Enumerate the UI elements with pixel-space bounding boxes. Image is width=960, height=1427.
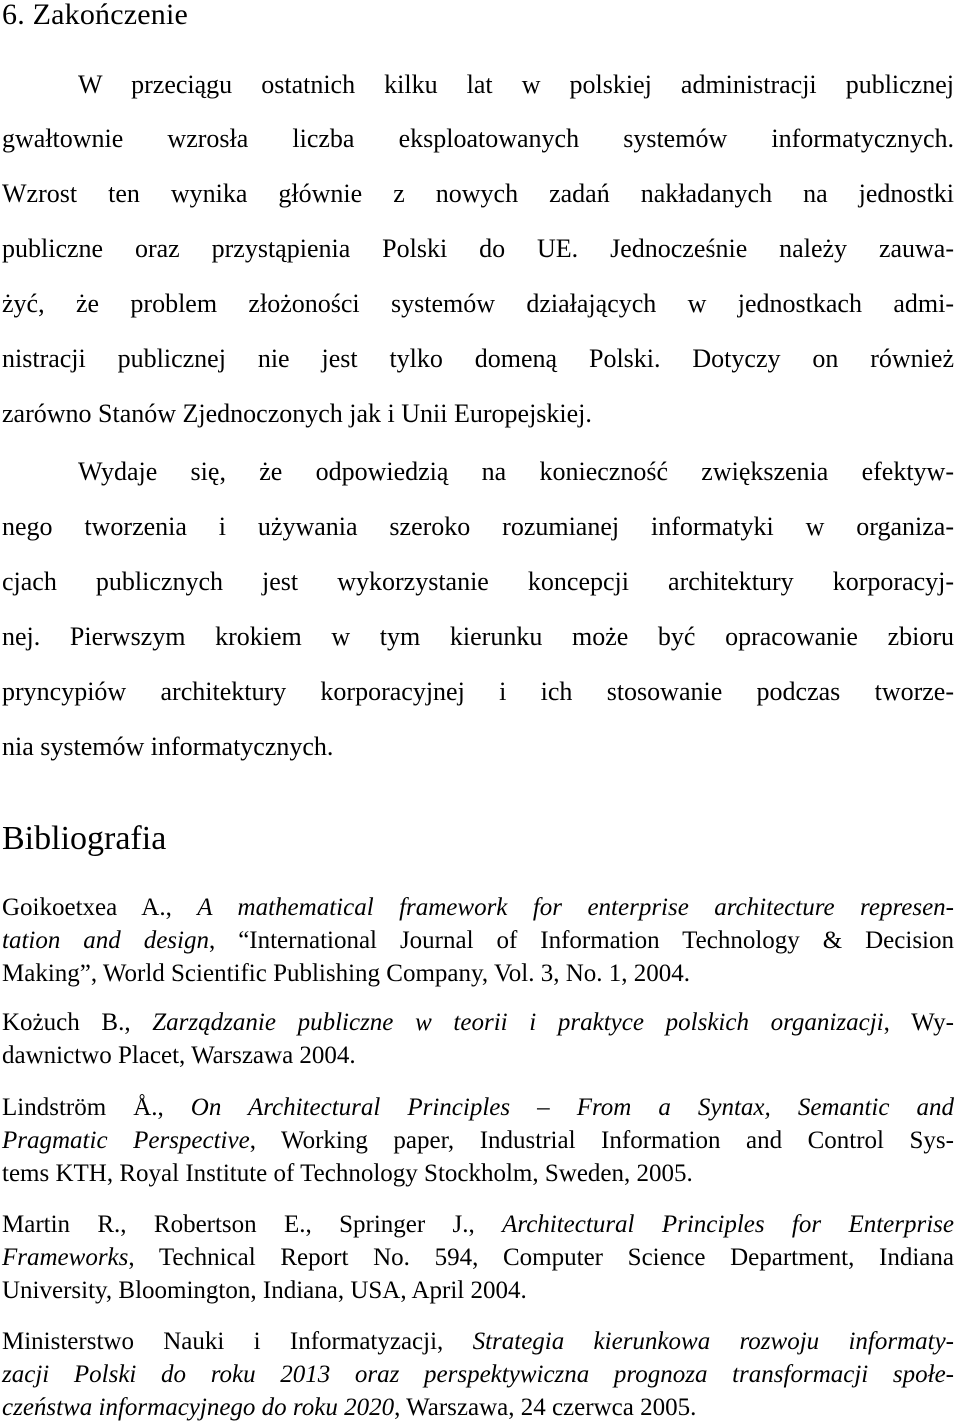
paragraph-line: nego tworzenia i używania szeroko rozumianej informatyki w organiza- bbox=[2, 512, 954, 541]
paragraph-line: nia systemów informatycznych. bbox=[2, 732, 334, 761]
bibliography-entry-line: tation and design, “International Journal of Information Technology & Decision bbox=[2, 927, 954, 954]
paragraph-line: W przeciągu ostatnich kilku lat w polskiej administracji publicznej bbox=[78, 70, 954, 99]
bibliography-entry-line: zacji Polski do roku 2013 oraz perspektywiczna prognoza transformacji społe- bbox=[2, 1361, 954, 1388]
paragraph-line: nej. Pierwszym krokiem w tym kierunku może być opracowanie zbioru bbox=[2, 622, 954, 651]
paragraph-line: pryncypiów architektury korporacyjnej i ich stosowanie podczas tworze- bbox=[2, 677, 954, 706]
bibliography-entry-line: Ministerstwo Nauki i Informatyzacji, Strategia kierunkowa rozwoju informaty- bbox=[2, 1328, 954, 1355]
bibliography-entry-line: Frameworks, Technical Report No. 594, Computer Science Department, Indiana bbox=[2, 1244, 954, 1271]
bibliography-entry-line: Goikoetxea A., A mathematical framework for enterprise architecture represen- bbox=[2, 894, 954, 921]
bibliography-heading: Bibliografia bbox=[2, 820, 167, 857]
bibliography-entry-line: czeństwa informacyjnego do roku 2020, Warszawa, 24 czerwca 2005. bbox=[2, 1394, 697, 1421]
bibliography-entry-line: Pragmatic Perspective, Working paper, Industrial Information and Control Sys- bbox=[2, 1127, 954, 1154]
paragraph-line: zarówno Stanów Zjednoczonych jak i Unii Europejskiej. bbox=[2, 399, 592, 428]
paragraph-line: nistracji publicznej nie jest tylko domeną Polski. Dotyczy on również bbox=[2, 344, 954, 373]
paragraph-line: Wydaje się, że odpowiedzią na konieczność zwiększenia efektyw- bbox=[78, 457, 954, 486]
bibliography-entry-line: dawnictwo Placet, Warszawa 2004. bbox=[2, 1042, 356, 1069]
section-heading: 6. Zakończenie bbox=[2, 0, 189, 31]
bibliography-entry-line: Making”, World Scientific Publishing Company, Vol. 3, No. 1, 2004. bbox=[2, 960, 691, 987]
paragraph-line: publiczne oraz przystąpienia Polski do UE. Jednocześnie należy zauwa- bbox=[2, 234, 954, 263]
bibliography-entry-line: Martin R., Robertson E., Springer J., Architectural Principles for Enterprise bbox=[2, 1211, 954, 1238]
paragraph-line: żyć, że problem złożoności systemów działających w jednostkach admi- bbox=[2, 289, 954, 318]
paragraph-line: Wzrost ten wynika głównie z nowych zadań nakładanych na jednostki bbox=[2, 179, 954, 208]
bibliography-entry-line: tems KTH, Royal Institute of Technology Stockholm, Sweden, 2005. bbox=[2, 1160, 693, 1187]
bibliography-entry-line: Lindström Å., On Architectural Principles – From a Syntax, Semantic and bbox=[2, 1094, 954, 1121]
paragraph-line: gwałtownie wzrosła liczba eksploatowanych systemów informatycznych. bbox=[2, 124, 954, 153]
bibliography-entry-line: University, Bloomington, Indiana, USA, April 2004. bbox=[2, 1277, 527, 1304]
paragraph-line: cjach publicznych jest wykorzystanie koncepcji architektury korporacyj- bbox=[2, 567, 954, 596]
bibliography-entry-line: Kożuch B., Zarządzanie publiczne w teorii i praktyce polskich organizacji, Wy- bbox=[2, 1009, 954, 1036]
